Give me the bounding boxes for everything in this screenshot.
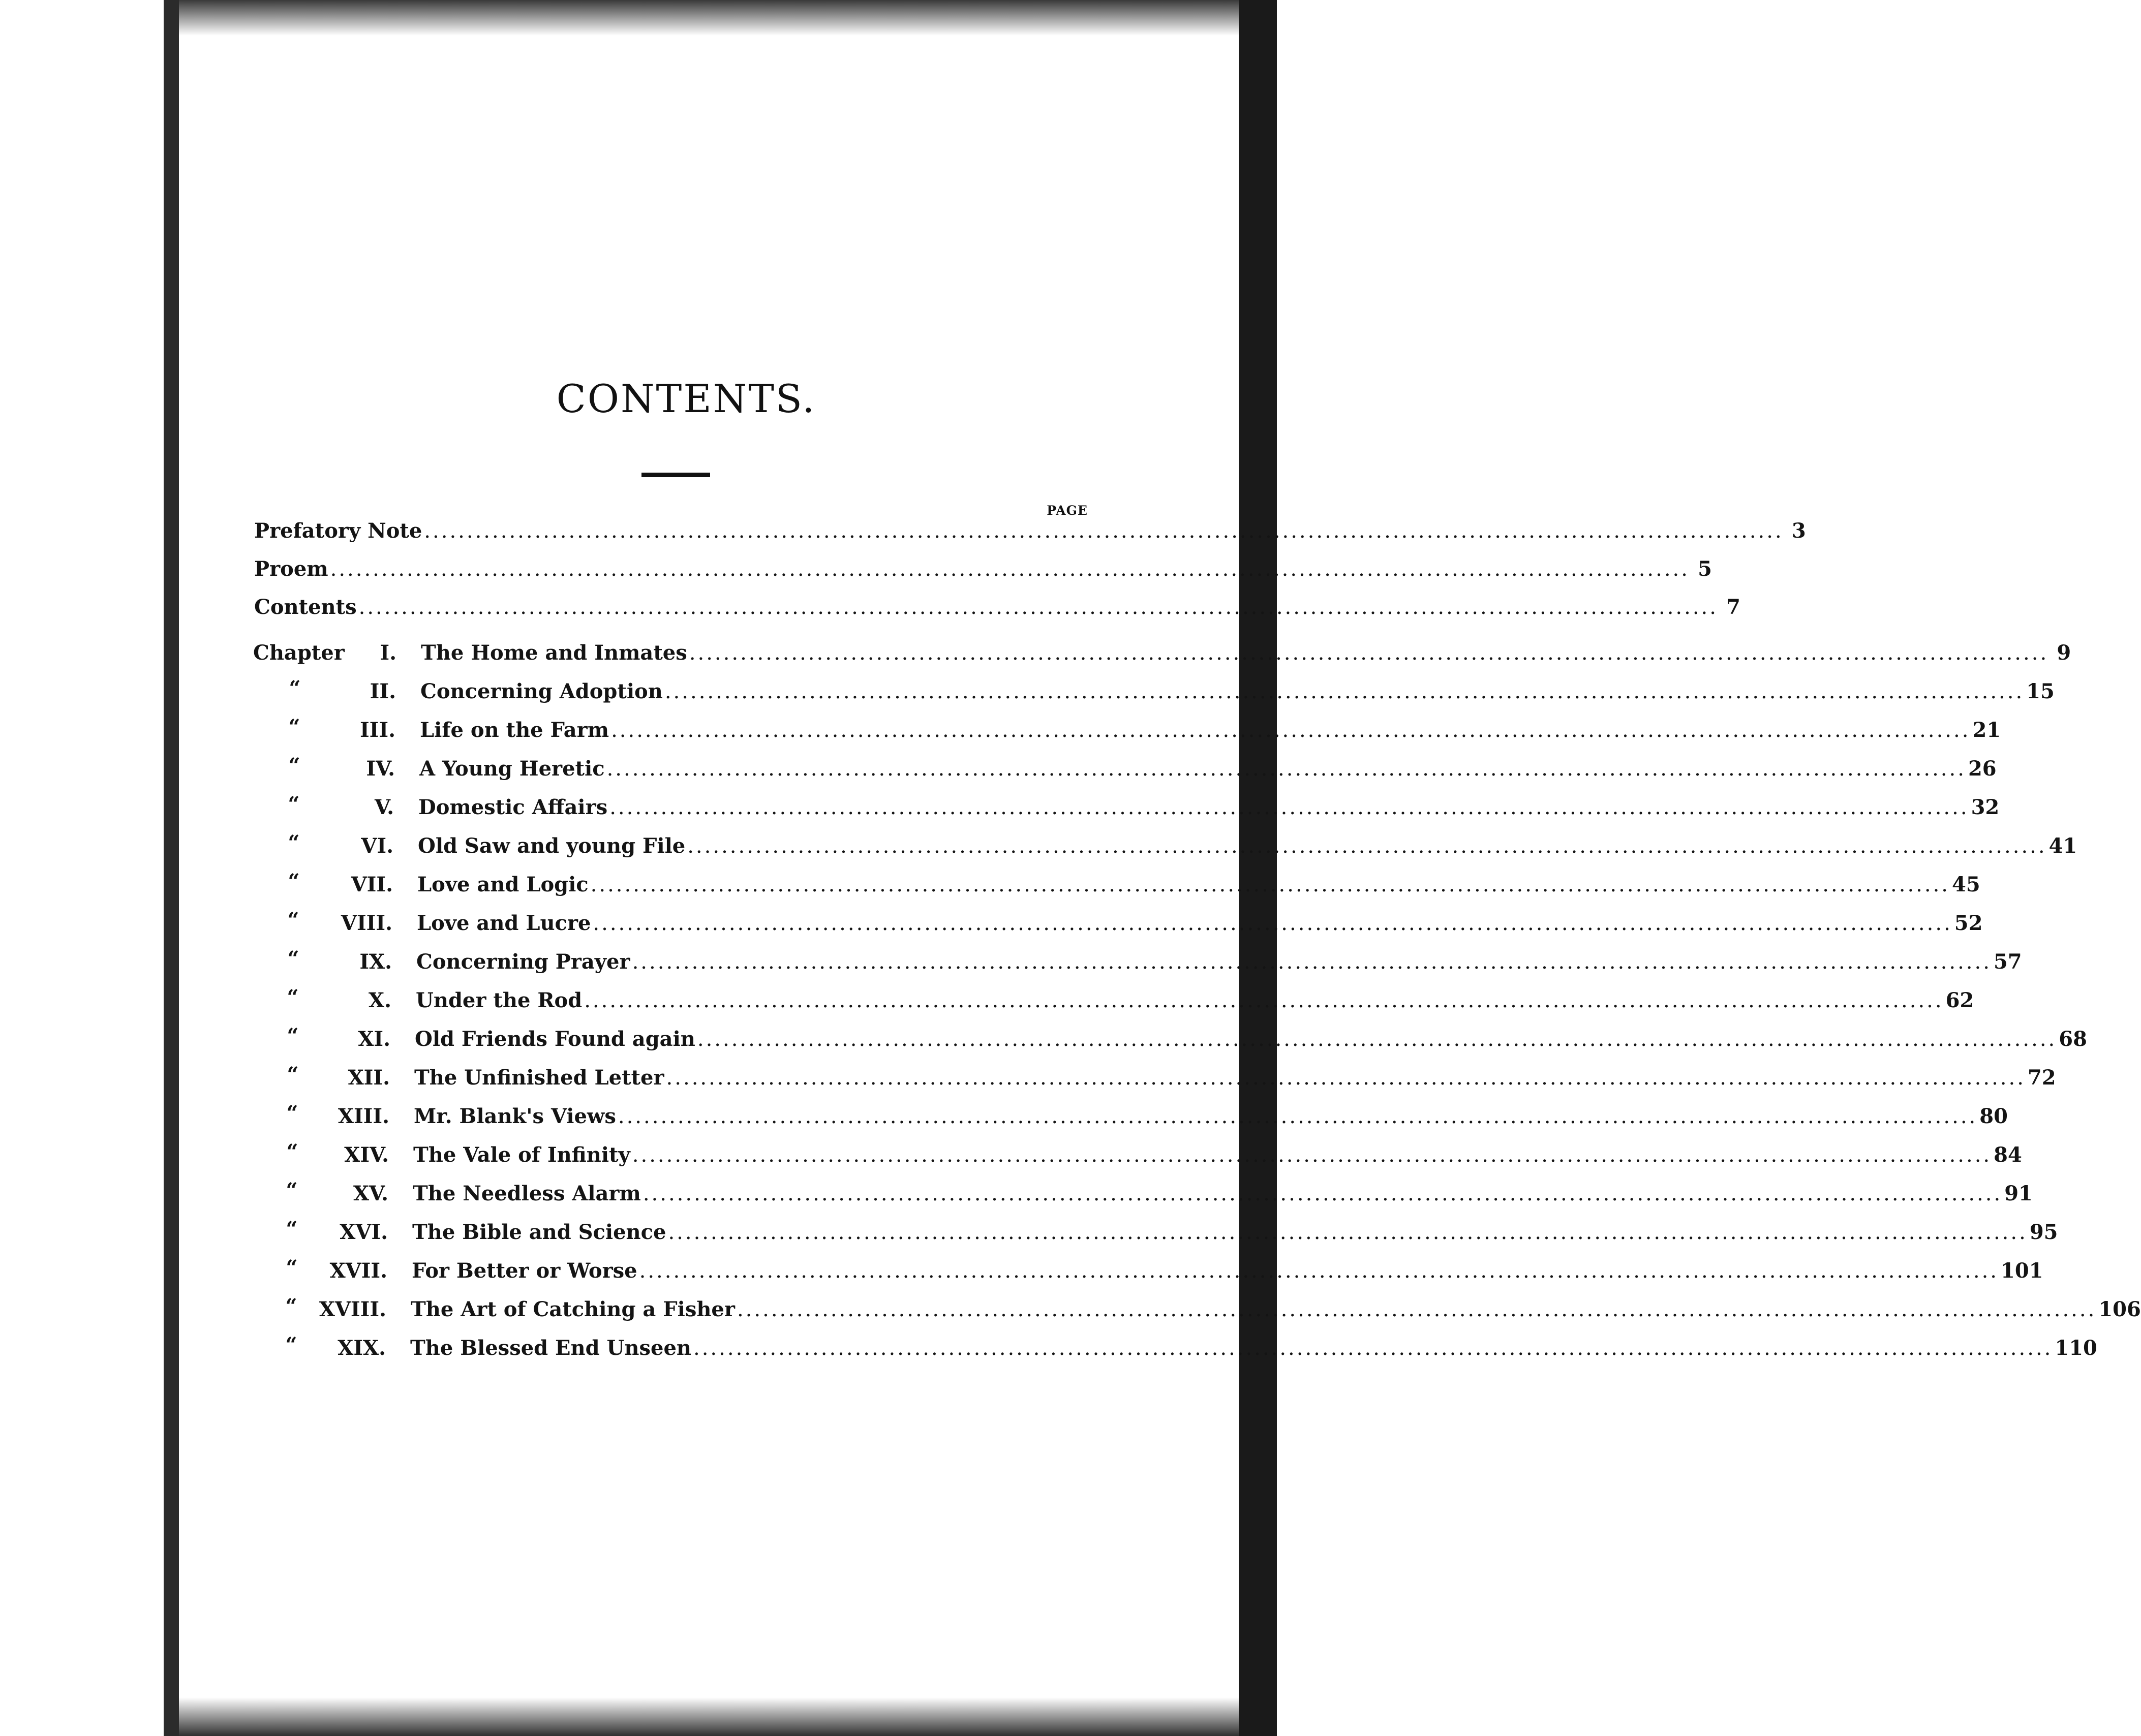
- chapter-numeral: XIX.: [338, 1336, 386, 1360]
- ditto-mark: “: [288, 715, 300, 739]
- entry-title: Old Saw and young File: [418, 834, 686, 858]
- entry-title: A Young Heretic: [419, 757, 605, 781]
- dot-leader: ................................................................................................................................................................: [330, 557, 1690, 581]
- chapter-numeral: XIV.: [344, 1143, 389, 1167]
- toc-row-chapter: [0, 831, 2077, 861]
- toc-entry: [417, 908, 1983, 939]
- chapter-numeral: IV.: [366, 757, 395, 781]
- ditto-mark: “: [286, 1179, 298, 1202]
- chapter-numeral: II.: [370, 679, 396, 703]
- entry-title: The Art of Catching a Fisher: [411, 1297, 735, 1321]
- toc-row-chapter: [0, 1063, 2056, 1093]
- toc-row-chapter: [0, 908, 1983, 939]
- chapter-numeral: III.: [359, 718, 395, 742]
- toc-row-chapter: [0, 947, 2022, 977]
- toc-entry: [418, 792, 2000, 823]
- entry-page-number: 110: [2055, 1336, 2097, 1360]
- ditto-mark: “: [286, 1101, 298, 1125]
- entry-title: Mr. Blank's Views: [414, 1104, 616, 1128]
- toc-entry: [413, 1179, 2033, 1209]
- entry-page-number: 62: [1945, 988, 1974, 1012]
- entry-page-number: 3: [1791, 519, 1806, 543]
- dot-leader: ................................................................................................................................................................: [632, 950, 1992, 974]
- chapter-numeral: XVII.: [329, 1259, 387, 1283]
- toc-entry: [416, 985, 1974, 1016]
- ditto-mark: “: [287, 947, 299, 971]
- entry-title: The Needless Alarm: [413, 1182, 641, 1205]
- ditto-mark: “: [286, 1140, 298, 1164]
- dot-leader: ................................................................................................................................................................: [424, 519, 1784, 543]
- toc-entry: [418, 831, 2077, 861]
- toc-entry: [421, 638, 2071, 668]
- toc-row-chapter: [0, 638, 2071, 668]
- ditto-mark: “: [288, 754, 300, 778]
- ditto-mark: “: [288, 792, 300, 816]
- dot-leader: ................................................................................................................................................................: [643, 1182, 2003, 1205]
- toc-entry: [411, 1294, 2141, 1325]
- chapter-numeral: XI.: [358, 1027, 390, 1051]
- toc-row-chapter: [0, 985, 1974, 1016]
- entry-page-number: 32: [1971, 795, 2000, 819]
- toc-row-chapter: [0, 754, 1997, 784]
- chapter-numeral: VII.: [351, 873, 393, 896]
- dot-leader: ................................................................................................................................................................: [693, 1337, 2053, 1360]
- toc-row-chapter: [0, 1024, 2087, 1055]
- entry-title: Prefatory Note: [254, 519, 422, 543]
- toc-entry: [413, 1140, 2022, 1170]
- entry-page-number: 9: [2057, 641, 2071, 665]
- entry-page-number: 15: [2026, 679, 2055, 703]
- chapter-numeral: V.: [375, 795, 394, 819]
- toc-row-chapter: [0, 676, 2055, 707]
- dot-leader: ................................................................................................................................................................: [639, 1259, 1999, 1283]
- toc-entry: [412, 1256, 2043, 1286]
- entry-title: For Better or Worse: [412, 1259, 637, 1283]
- entry-page-number: 95: [2029, 1220, 2058, 1244]
- entry-title: Under the Rod: [416, 988, 583, 1012]
- toc-entry: [414, 1063, 2056, 1093]
- entry-page-number: 84: [1994, 1143, 2022, 1167]
- dot-leader: ................................................................................................................................................................: [358, 596, 1718, 619]
- ditto-mark: “: [287, 1063, 299, 1087]
- dot-leader: ................................................................................................................................................................: [593, 912, 1952, 935]
- ditto-mark: “: [288, 870, 300, 893]
- chapter-numeral: IX.: [359, 950, 392, 974]
- toc-entry: [412, 1217, 2058, 1248]
- entry-title: Old Friends Found again: [415, 1027, 695, 1051]
- dot-leader: ................................................................................................................................................................: [584, 989, 1944, 1012]
- entry-page-number: 5: [1698, 557, 1712, 581]
- entry-title: Domestic Affairs: [418, 795, 608, 819]
- ditto-mark: “: [288, 831, 300, 855]
- entry-title: The Blessed End Unseen: [410, 1336, 691, 1360]
- chapter-numeral: VI.: [361, 834, 393, 858]
- entry-page-number: 52: [1954, 911, 1983, 935]
- chapter-word: Chapter: [253, 641, 345, 665]
- page-title: CONTENTS.: [556, 376, 816, 421]
- toc-entry: [410, 1333, 2097, 1363]
- entry-page-number: 91: [2004, 1182, 2033, 1205]
- entry-title: Proem: [254, 557, 328, 581]
- entry-title: The Bible and Science: [412, 1220, 666, 1244]
- page-column-label: PAGE: [1047, 503, 1088, 518]
- dot-leader: ................................................................................................................................................................: [609, 796, 1969, 819]
- dot-leader: ................................................................................................................................................................: [590, 873, 1950, 896]
- dot-leader: ................................................................................................................................................................: [687, 834, 2047, 858]
- entry-page-number: 7: [1726, 595, 1740, 619]
- chapter-numeral: XVIII.: [319, 1297, 386, 1321]
- entry-page-number: 101: [2001, 1259, 2043, 1283]
- chapter-numeral: XIII.: [338, 1104, 389, 1128]
- entry-page-number: 68: [2059, 1027, 2087, 1051]
- entry-title: Love and Lucre: [417, 911, 591, 935]
- entry-page-number: 72: [2027, 1066, 2056, 1090]
- toc-row-chapter: [0, 1101, 2008, 1132]
- ditto-mark: “: [285, 1294, 297, 1318]
- chapter-numeral: VIII.: [341, 911, 392, 935]
- entry-title: Love and Logic: [417, 873, 589, 896]
- entry-title: Life on the Farm: [420, 718, 609, 742]
- toc-row-chapter: [0, 1217, 2058, 1248]
- entry-page-number: 21: [1972, 718, 2001, 742]
- dot-leader: ................................................................................................................................................................: [737, 1298, 2097, 1321]
- chapter-numeral: I.: [380, 641, 396, 665]
- toc-entry: [417, 870, 1980, 900]
- ditto-mark: “: [287, 1024, 299, 1048]
- toc-row-chapter: [0, 792, 2000, 823]
- toc-entry: [254, 554, 1712, 584]
- dot-leader: ................................................................................................................................................................: [618, 1105, 1978, 1128]
- toc-entry: [415, 1024, 2087, 1055]
- entry-title: The Home and Inmates: [421, 641, 687, 665]
- dot-leader: ................................................................................................................................................................: [611, 719, 1971, 742]
- dot-leader: ................................................................................................................................................................: [664, 680, 2025, 703]
- entry-page-number: 26: [1968, 757, 1997, 781]
- toc-entry: [420, 715, 2001, 746]
- toc-row-chapter: [0, 870, 1980, 900]
- toc-row-front-matter: [0, 516, 1806, 546]
- chapter-numeral: XV.: [353, 1182, 388, 1205]
- toc-row-chapter: [0, 1333, 2097, 1363]
- toc-row-chapter: [0, 1294, 2141, 1325]
- chapter-numeral: XII.: [348, 1066, 390, 1090]
- ditto-mark: “: [289, 676, 301, 700]
- entry-title: The Vale of Infinity: [413, 1143, 630, 1167]
- dot-leader: ................................................................................................................................................................: [606, 757, 1966, 781]
- ditto-mark: “: [287, 985, 299, 1009]
- toc-entry: [414, 1101, 2008, 1132]
- toc-entry: [254, 516, 1806, 546]
- toc-row-chapter: [0, 1256, 2043, 1286]
- toc-entry: [419, 754, 1997, 784]
- entry-title: Contents: [254, 595, 357, 619]
- toc-row-chapter: [0, 715, 2001, 746]
- entry-title: Concerning Adoption: [420, 679, 663, 703]
- entry-page-number: 80: [1979, 1104, 2008, 1128]
- entry-page-number: 57: [1993, 950, 2022, 974]
- entry-page-number: 106: [2098, 1297, 2141, 1321]
- entry-page-number: 45: [1952, 873, 1980, 896]
- ditto-mark: “: [285, 1333, 297, 1357]
- toc-row-front-matter: [0, 592, 1740, 623]
- entry-title: Concerning Prayer: [416, 950, 630, 974]
- dot-leader: ................................................................................................................................................................: [689, 641, 2049, 665]
- entry-title: The Unfinished Letter: [414, 1066, 664, 1090]
- ditto-mark: “: [287, 908, 299, 932]
- chapter-numeral: XVI.: [340, 1220, 388, 1244]
- toc-row-chapter: [0, 1179, 2033, 1209]
- toc-entry: [420, 676, 2055, 707]
- toc-row-front-matter: [0, 554, 1712, 584]
- chapter-numeral: X.: [369, 988, 391, 1012]
- toc-entry: [416, 947, 2022, 977]
- toc-row-chapter: [0, 1140, 2022, 1170]
- ditto-mark: “: [286, 1256, 298, 1280]
- toc-entry: [254, 592, 1740, 623]
- dot-leader: ................................................................................................................................................................: [666, 1066, 2026, 1090]
- dot-leader: ................................................................................................................................................................: [668, 1221, 2028, 1244]
- dot-leader: ................................................................................................................................................................: [632, 1143, 1992, 1167]
- entry-page-number: 41: [2048, 834, 2077, 858]
- ditto-mark: “: [286, 1217, 298, 1241]
- dot-leader: ................................................................................................................................................................: [697, 1028, 2057, 1051]
